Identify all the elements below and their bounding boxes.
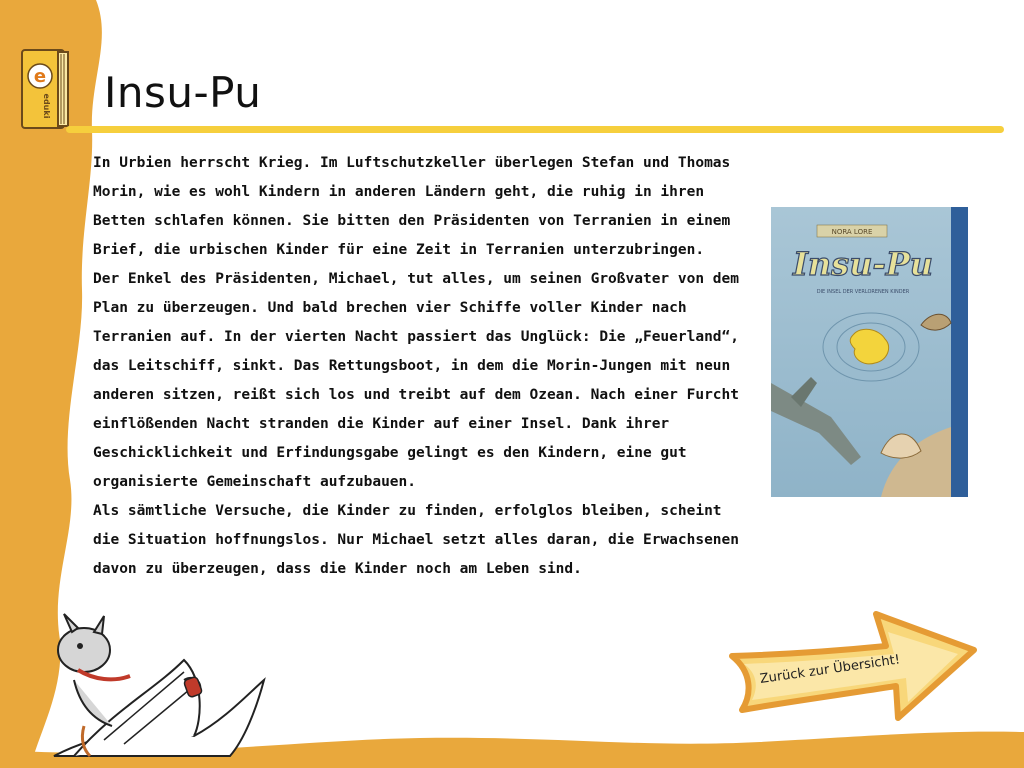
svg-text:NORA LORE: NORA LORE: [831, 228, 873, 236]
svg-text:e: e: [33, 66, 47, 87]
svg-text:DIE INSEL DER VERLORENEN KINDE: DIE INSEL DER VERLORENEN KINDER: [816, 289, 910, 295]
page-title: Insu-Pu: [104, 68, 262, 117]
book-cover-image: [771, 207, 968, 497]
paragraph: Als sämtliche Versuche, die Kinder zu finden, erfolglos bleiben, scheint die Situation hoffnungslos. Nur Michael setzt alles daran, die Erwachsenen davon zu überzeugen, dass die Kinder noch am Leben sind.: [93, 503, 740, 577]
svg-text:Insu-Pu: Insu-Pu: [792, 245, 934, 283]
paragraph: Der Enkel des Präsidenten, Michael, tut alles, um seinen Großvater von dem Plan zu überzeugen. Und bald brechen vier Schiffe voller Kinder nach Terranien auf. In der vierten Nacht passiert das Unglück: Die „Feuerland“, das Leitschiff, sinkt. Das Rettungsboot, in dem die Morin-Jungen mit neun anderen sitzen, reißt sich los und treibt auf dem Ozean. Nach einer Furcht einflößenden Nacht stranden die Kinder auf einer Insel. Dank ihrer Geschicklichkeit und Erfindungsgabe gelingt es den Kindern, eine gut organisierte Gemeinschaft aufzubauen.: [93, 271, 740, 490]
paragraph: In Urbien herrscht Krieg. Im Luftschutzkeller überlegen Stefan und Thomas Morin, wie es wohl Kindern in anderen Ländern geht, die ruhig in ihren Betten schlafen können. Sie bitten den Präsidenten von Terranien in einem Brief, die urbischen Kinder für eine Zeit in Terranien unterzubringen.: [93, 155, 731, 258]
book-logo-icon: [14, 44, 74, 134]
title-underline: [66, 126, 1004, 133]
goat-reading-book-icon: [34, 610, 270, 760]
svg-text:eduki: eduki: [42, 93, 51, 119]
back-to-overview-label: Zurück zur Übersicht!: [758, 652, 901, 687]
back-to-overview-button[interactable]: [726, 606, 980, 724]
book-description: [93, 149, 753, 584]
